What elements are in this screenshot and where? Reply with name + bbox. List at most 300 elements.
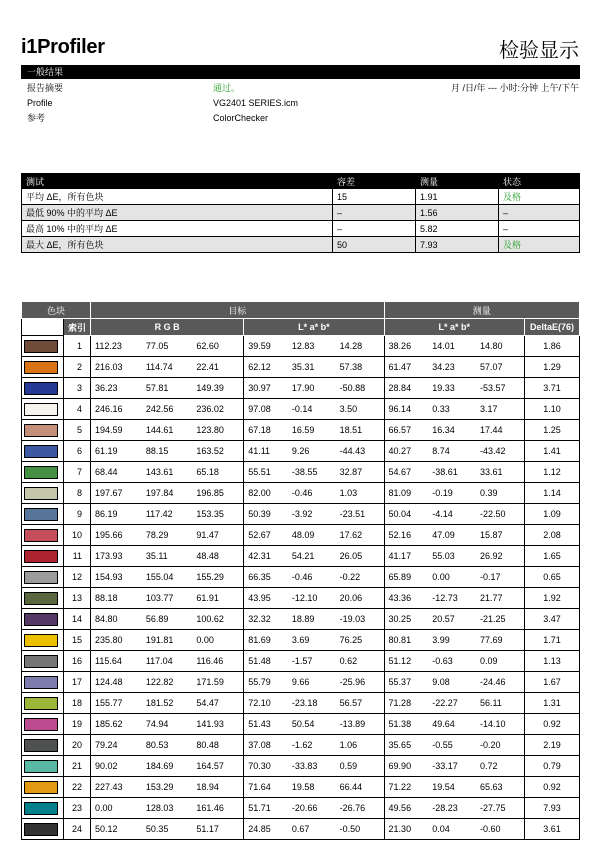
result-measured: 5.82 xyxy=(416,221,499,237)
patch-row xyxy=(22,651,580,672)
measured-b-star: 21.77 xyxy=(476,588,525,609)
measured-b-star: -0.20 xyxy=(476,735,525,756)
patch-row xyxy=(22,420,580,441)
measured-b-star: 57.07 xyxy=(476,357,525,378)
general-results-bar: 一般结果 xyxy=(21,65,580,79)
target-g: 143.61 xyxy=(142,462,193,483)
patch-index: 6 xyxy=(64,441,91,462)
target-b-star: -23.51 xyxy=(336,504,384,525)
color-swatch xyxy=(24,571,58,584)
measured-b-star: 14.80 xyxy=(476,336,525,357)
target-g: 88.15 xyxy=(142,441,193,462)
results-table xyxy=(21,173,580,253)
target-g: 117.42 xyxy=(142,504,193,525)
measured-l: 38.26 xyxy=(384,336,428,357)
measured-a: 0.04 xyxy=(428,819,476,840)
target-a: 35.31 xyxy=(288,357,336,378)
header-measured: 测量 xyxy=(416,174,499,189)
patch-index: 4 xyxy=(64,399,91,420)
patch-swatch-cell xyxy=(22,525,64,546)
target-l: 52.67 xyxy=(244,525,288,546)
target-a: -1.57 xyxy=(288,651,336,672)
delta-e-value: 1.31 xyxy=(525,693,580,714)
target-a: -20.66 xyxy=(288,798,336,819)
target-b-star: 1.06 xyxy=(336,735,384,756)
patch-row xyxy=(22,693,580,714)
report-summary-label: 报告摘要 xyxy=(27,83,64,93)
patch-swatch-cell xyxy=(22,483,64,504)
measured-a: 20.57 xyxy=(428,609,476,630)
patch-index: 23 xyxy=(64,798,91,819)
measured-b-star: 0.39 xyxy=(476,483,525,504)
patch-swatch-cell xyxy=(22,630,64,651)
target-b: 0.00 xyxy=(192,630,243,651)
patch-index: 1 xyxy=(64,336,91,357)
patch-swatch-cell xyxy=(22,462,64,483)
target-l: 70.30 xyxy=(244,756,288,777)
target-g: 56.89 xyxy=(142,609,193,630)
header-patch: 色块 xyxy=(22,302,91,319)
results-row xyxy=(22,237,580,253)
target-b: 163.52 xyxy=(192,441,243,462)
target-r: 90.02 xyxy=(91,756,142,777)
target-a: 0.67 xyxy=(288,819,336,840)
measured-l: 80.81 xyxy=(384,630,428,651)
target-g: 181.52 xyxy=(142,693,193,714)
measured-l: 54.67 xyxy=(384,462,428,483)
patch-index: 18 xyxy=(64,693,91,714)
target-g: 35.11 xyxy=(142,546,193,567)
delta-e-value: 1.92 xyxy=(525,588,580,609)
color-swatch xyxy=(24,424,58,437)
target-a: -23.18 xyxy=(288,693,336,714)
patch-table-body xyxy=(22,336,580,840)
patch-swatch-cell xyxy=(22,504,64,525)
patch-row xyxy=(22,504,580,525)
measured-l: 51.38 xyxy=(384,714,428,735)
patch-row xyxy=(22,609,580,630)
target-b: 236.02 xyxy=(192,399,243,420)
result-tolerance: 15 xyxy=(333,189,416,205)
target-b-star: 0.59 xyxy=(336,756,384,777)
measured-l: 81.09 xyxy=(384,483,428,504)
target-a: 54.21 xyxy=(288,546,336,567)
measured-l: 71.28 xyxy=(384,693,428,714)
results-row xyxy=(22,205,580,221)
target-b: 164.57 xyxy=(192,756,243,777)
measured-a: 19.33 xyxy=(428,378,476,399)
target-l: 43.95 xyxy=(244,588,288,609)
target-l: 51.43 xyxy=(244,714,288,735)
target-b: 54.47 xyxy=(192,693,243,714)
patch-swatch-cell xyxy=(22,399,64,420)
color-swatch xyxy=(24,781,58,794)
target-b: 91.47 xyxy=(192,525,243,546)
patch-row xyxy=(22,735,580,756)
target-g: 117.04 xyxy=(142,651,193,672)
patch-index: 14 xyxy=(64,609,91,630)
target-b-star: -13.89 xyxy=(336,714,384,735)
target-a: 50.54 xyxy=(288,714,336,735)
delta-e-value: 1.13 xyxy=(525,651,580,672)
target-b-star: 17.62 xyxy=(336,525,384,546)
target-a: 9.66 xyxy=(288,672,336,693)
patch-row xyxy=(22,378,580,399)
color-swatch xyxy=(24,382,58,395)
delta-e-value: 2.19 xyxy=(525,735,580,756)
measured-a: 0.33 xyxy=(428,399,476,420)
patch-row xyxy=(22,546,580,567)
patch-index: 17 xyxy=(64,672,91,693)
target-b-star: 32.87 xyxy=(336,462,384,483)
target-b: 51.17 xyxy=(192,819,243,840)
target-b-star: 26.05 xyxy=(336,546,384,567)
delta-e-value: 0.65 xyxy=(525,567,580,588)
target-r: 84.80 xyxy=(91,609,142,630)
target-l: 66.35 xyxy=(244,567,288,588)
measured-b-star: 77.69 xyxy=(476,630,525,651)
header-measured-lab: L* a* b* xyxy=(384,319,524,336)
target-b-star: 56.57 xyxy=(336,693,384,714)
target-r: 79.24 xyxy=(91,735,142,756)
delta-e-value: 1.67 xyxy=(525,672,580,693)
target-b: 123.80 xyxy=(192,420,243,441)
patch-row xyxy=(22,777,580,798)
measured-b-star: -22.50 xyxy=(476,504,525,525)
target-b-star: 3.50 xyxy=(336,399,384,420)
measured-b-star: 15.87 xyxy=(476,525,525,546)
target-b-star: -50.88 xyxy=(336,378,384,399)
measured-a: 16.34 xyxy=(428,420,476,441)
target-a: -3.92 xyxy=(288,504,336,525)
header-index: 索引 xyxy=(64,319,91,336)
target-b-star: -0.50 xyxy=(336,819,384,840)
patch-swatch-cell xyxy=(22,546,64,567)
measured-l: 71.22 xyxy=(384,777,428,798)
results-row xyxy=(22,189,580,205)
target-l: 55.79 xyxy=(244,672,288,693)
target-l: 51.71 xyxy=(244,798,288,819)
result-test: 最大 ΔE，所有色块 xyxy=(22,237,333,253)
target-a: 12.83 xyxy=(288,336,336,357)
profile-value: VG2401 SERIES.icm xyxy=(213,98,299,108)
target-b: 149.39 xyxy=(192,378,243,399)
app-logo-text: i1Profiler xyxy=(21,36,105,58)
target-r: 88.18 xyxy=(91,588,142,609)
result-test: 平均 ΔE，所有色块 xyxy=(22,189,333,205)
target-l: 72.10 xyxy=(244,693,288,714)
target-b: 22.41 xyxy=(192,357,243,378)
target-b-star: 0.62 xyxy=(336,651,384,672)
target-l: 50.39 xyxy=(244,504,288,525)
target-l: 55.51 xyxy=(244,462,288,483)
delta-e-value: 1.14 xyxy=(525,483,580,504)
color-swatch xyxy=(24,697,58,710)
patch-row xyxy=(22,798,580,819)
target-b: 80.48 xyxy=(192,735,243,756)
color-swatch xyxy=(24,487,58,500)
target-b-star: 66.44 xyxy=(336,777,384,798)
patch-swatch-cell xyxy=(22,378,64,399)
color-swatch xyxy=(24,361,58,374)
target-l: 41.11 xyxy=(244,441,288,462)
patch-swatch-cell xyxy=(22,357,64,378)
patch-index: 21 xyxy=(64,756,91,777)
target-r: 86.19 xyxy=(91,504,142,525)
target-a: -1.62 xyxy=(288,735,336,756)
delta-e-value: 1.86 xyxy=(525,336,580,357)
measured-a: 8.74 xyxy=(428,441,476,462)
patch-swatch-cell xyxy=(22,693,64,714)
target-g: 80.53 xyxy=(142,735,193,756)
measured-l: 65.89 xyxy=(384,567,428,588)
patch-row xyxy=(22,336,580,357)
target-a: 9.26 xyxy=(288,441,336,462)
target-a: 16.59 xyxy=(288,420,336,441)
target-r: 124.48 xyxy=(91,672,142,693)
measured-l: 50.04 xyxy=(384,504,428,525)
target-r: 246.16 xyxy=(91,399,142,420)
delta-e-value: 3.61 xyxy=(525,819,580,840)
target-b: 196.85 xyxy=(192,483,243,504)
target-b-star: -19.03 xyxy=(336,609,384,630)
measured-l: 49.56 xyxy=(384,798,428,819)
measured-b-star: 26.92 xyxy=(476,546,525,567)
measured-b-star: -24.46 xyxy=(476,672,525,693)
target-r: 197.67 xyxy=(91,483,142,504)
patch-swatch-cell xyxy=(22,672,64,693)
target-r: 185.62 xyxy=(91,714,142,735)
measured-l: 52.16 xyxy=(384,525,428,546)
patch-row xyxy=(22,483,580,504)
target-g: 128.03 xyxy=(142,798,193,819)
target-r: 154.93 xyxy=(91,567,142,588)
header-target-lab: L* a* b* xyxy=(244,319,384,336)
header-swatch-blank xyxy=(22,319,64,336)
delta-e-value: 7.93 xyxy=(525,798,580,819)
patch-index: 19 xyxy=(64,714,91,735)
results-header-row xyxy=(22,174,580,189)
target-b-star: 57.38 xyxy=(336,357,384,378)
patch-swatch-cell xyxy=(22,336,64,357)
patch-index: 22 xyxy=(64,777,91,798)
delta-e-value: 1.71 xyxy=(525,630,580,651)
target-l: 97.08 xyxy=(244,399,288,420)
target-g: 78.29 xyxy=(142,525,193,546)
result-status: – xyxy=(499,205,580,221)
target-l: 62.12 xyxy=(244,357,288,378)
target-b: 171.59 xyxy=(192,672,243,693)
patch-row xyxy=(22,357,580,378)
result-tolerance: – xyxy=(333,221,416,237)
measured-l: 28.84 xyxy=(384,378,428,399)
target-g: 242.56 xyxy=(142,399,193,420)
target-g: 74.94 xyxy=(142,714,193,735)
patch-swatch-cell xyxy=(22,651,64,672)
target-r: 155.77 xyxy=(91,693,142,714)
measured-l: 51.12 xyxy=(384,651,428,672)
target-b-star: -26.76 xyxy=(336,798,384,819)
target-a: -0.46 xyxy=(288,567,336,588)
patch-index: 15 xyxy=(64,630,91,651)
measured-l: 43.36 xyxy=(384,588,428,609)
target-b-star: -44.43 xyxy=(336,441,384,462)
measured-l: 55.37 xyxy=(384,672,428,693)
result-tolerance: 50 xyxy=(333,237,416,253)
target-g: 57.81 xyxy=(142,378,193,399)
patch-swatch-cell xyxy=(22,777,64,798)
measured-a: -0.63 xyxy=(428,651,476,672)
delta-e-value: 1.12 xyxy=(525,462,580,483)
target-l: 67.18 xyxy=(244,420,288,441)
header-status: 状态 xyxy=(499,174,580,189)
target-b: 153.35 xyxy=(192,504,243,525)
result-tolerance: – xyxy=(333,205,416,221)
result-status: 及格 xyxy=(499,237,580,253)
measured-a: -22.27 xyxy=(428,693,476,714)
target-r: 173.93 xyxy=(91,546,142,567)
results-row xyxy=(22,221,580,237)
target-a: -38.55 xyxy=(288,462,336,483)
measured-b-star: -21.25 xyxy=(476,609,525,630)
target-l: 71.64 xyxy=(244,777,288,798)
measured-b-star: 3.17 xyxy=(476,399,525,420)
measured-a: 0.00 xyxy=(428,567,476,588)
patch-index: 16 xyxy=(64,651,91,672)
target-b: 116.46 xyxy=(192,651,243,672)
target-l: 37.08 xyxy=(244,735,288,756)
patch-row xyxy=(22,462,580,483)
target-b: 155.29 xyxy=(192,567,243,588)
target-b: 141.93 xyxy=(192,714,243,735)
target-l: 24.85 xyxy=(244,819,288,840)
result-measured: 1.56 xyxy=(416,205,499,221)
measured-a: 49.64 xyxy=(428,714,476,735)
measured-b-star: -27.75 xyxy=(476,798,525,819)
target-l: 42.31 xyxy=(244,546,288,567)
result-measured: 7.93 xyxy=(416,237,499,253)
color-swatch xyxy=(24,739,58,752)
measured-b-star: 65.63 xyxy=(476,777,525,798)
measured-l: 69.90 xyxy=(384,756,428,777)
target-l: 32.32 xyxy=(244,609,288,630)
target-b: 61.91 xyxy=(192,588,243,609)
patch-swatch-cell xyxy=(22,441,64,462)
header-tolerance: 容差 xyxy=(333,174,416,189)
measured-b-star: 17.44 xyxy=(476,420,525,441)
patch-index: 7 xyxy=(64,462,91,483)
color-swatch xyxy=(24,466,58,479)
measured-l: 66.57 xyxy=(384,420,428,441)
color-swatch xyxy=(24,802,58,815)
color-swatch xyxy=(24,550,58,563)
patch-sub-header-row xyxy=(22,319,580,336)
measured-b-star: -0.17 xyxy=(476,567,525,588)
target-l: 30.97 xyxy=(244,378,288,399)
result-test: 最高 10% 中的平均 ΔE xyxy=(22,221,333,237)
measured-a: 19.54 xyxy=(428,777,476,798)
measured-a: 3.99 xyxy=(428,630,476,651)
target-b: 65.18 xyxy=(192,462,243,483)
patch-swatch-cell xyxy=(22,714,64,735)
color-swatch xyxy=(24,445,58,458)
target-l: 81.69 xyxy=(244,630,288,651)
report-summary-value: 通过。 xyxy=(213,83,241,93)
target-b: 161.46 xyxy=(192,798,243,819)
profile-label: Profile xyxy=(27,98,53,108)
patch-swatch-cell xyxy=(22,567,64,588)
measured-a: -38.61 xyxy=(428,462,476,483)
measured-a: 47.09 xyxy=(428,525,476,546)
patch-swatch-cell xyxy=(22,798,64,819)
measured-b-star: 0.72 xyxy=(476,756,525,777)
target-b-star: 14.28 xyxy=(336,336,384,357)
target-r: 50.12 xyxy=(91,819,142,840)
color-swatch xyxy=(24,760,58,773)
target-a: 19.58 xyxy=(288,777,336,798)
target-b-star: 18.51 xyxy=(336,420,384,441)
target-g: 184.69 xyxy=(142,756,193,777)
patch-group-header-row xyxy=(22,302,580,319)
target-b-star: 1.03 xyxy=(336,483,384,504)
delta-e-value: 1.29 xyxy=(525,357,580,378)
target-r: 36.23 xyxy=(91,378,142,399)
delta-e-value: 3.71 xyxy=(525,378,580,399)
measured-a: 9.08 xyxy=(428,672,476,693)
target-a: 48.09 xyxy=(288,525,336,546)
patch-index: 2 xyxy=(64,357,91,378)
patch-index: 10 xyxy=(64,525,91,546)
patch-index: 9 xyxy=(64,504,91,525)
patch-row xyxy=(22,714,580,735)
target-b: 100.62 xyxy=(192,609,243,630)
measured-b-star: -0.60 xyxy=(476,819,525,840)
measured-a: 55.03 xyxy=(428,546,476,567)
target-l: 51.48 xyxy=(244,651,288,672)
header-test: 测试 xyxy=(22,174,333,189)
measured-b-star: -14.10 xyxy=(476,714,525,735)
result-status: 及格 xyxy=(499,189,580,205)
reference-label: 参考 xyxy=(27,113,46,123)
measured-a: -33.17 xyxy=(428,756,476,777)
target-b-star: -0.22 xyxy=(336,567,384,588)
target-a: -12.10 xyxy=(288,588,336,609)
result-test: 最低 90% 中的平均 ΔE xyxy=(22,205,333,221)
result-measured: 1.91 xyxy=(416,189,499,205)
target-g: 191.81 xyxy=(142,630,193,651)
color-swatch xyxy=(24,676,58,689)
target-r: 235.80 xyxy=(91,630,142,651)
target-g: 77.05 xyxy=(142,336,193,357)
target-r: 194.59 xyxy=(91,420,142,441)
patch-row xyxy=(22,756,580,777)
delta-e-value: 1.65 xyxy=(525,546,580,567)
patch-index: 8 xyxy=(64,483,91,504)
measured-a: -4.14 xyxy=(428,504,476,525)
color-swatch xyxy=(24,592,58,605)
patch-index: 5 xyxy=(64,420,91,441)
patch-row xyxy=(22,399,580,420)
patch-index: 24 xyxy=(64,819,91,840)
color-swatch xyxy=(24,613,58,626)
target-b: 62.60 xyxy=(192,336,243,357)
measured-l: 30.25 xyxy=(384,609,428,630)
target-r: 227.43 xyxy=(91,777,142,798)
patch-table xyxy=(21,301,580,840)
measured-a: -0.55 xyxy=(428,735,476,756)
measured-a: -28.23 xyxy=(428,798,476,819)
target-b-star: -25.96 xyxy=(336,672,384,693)
